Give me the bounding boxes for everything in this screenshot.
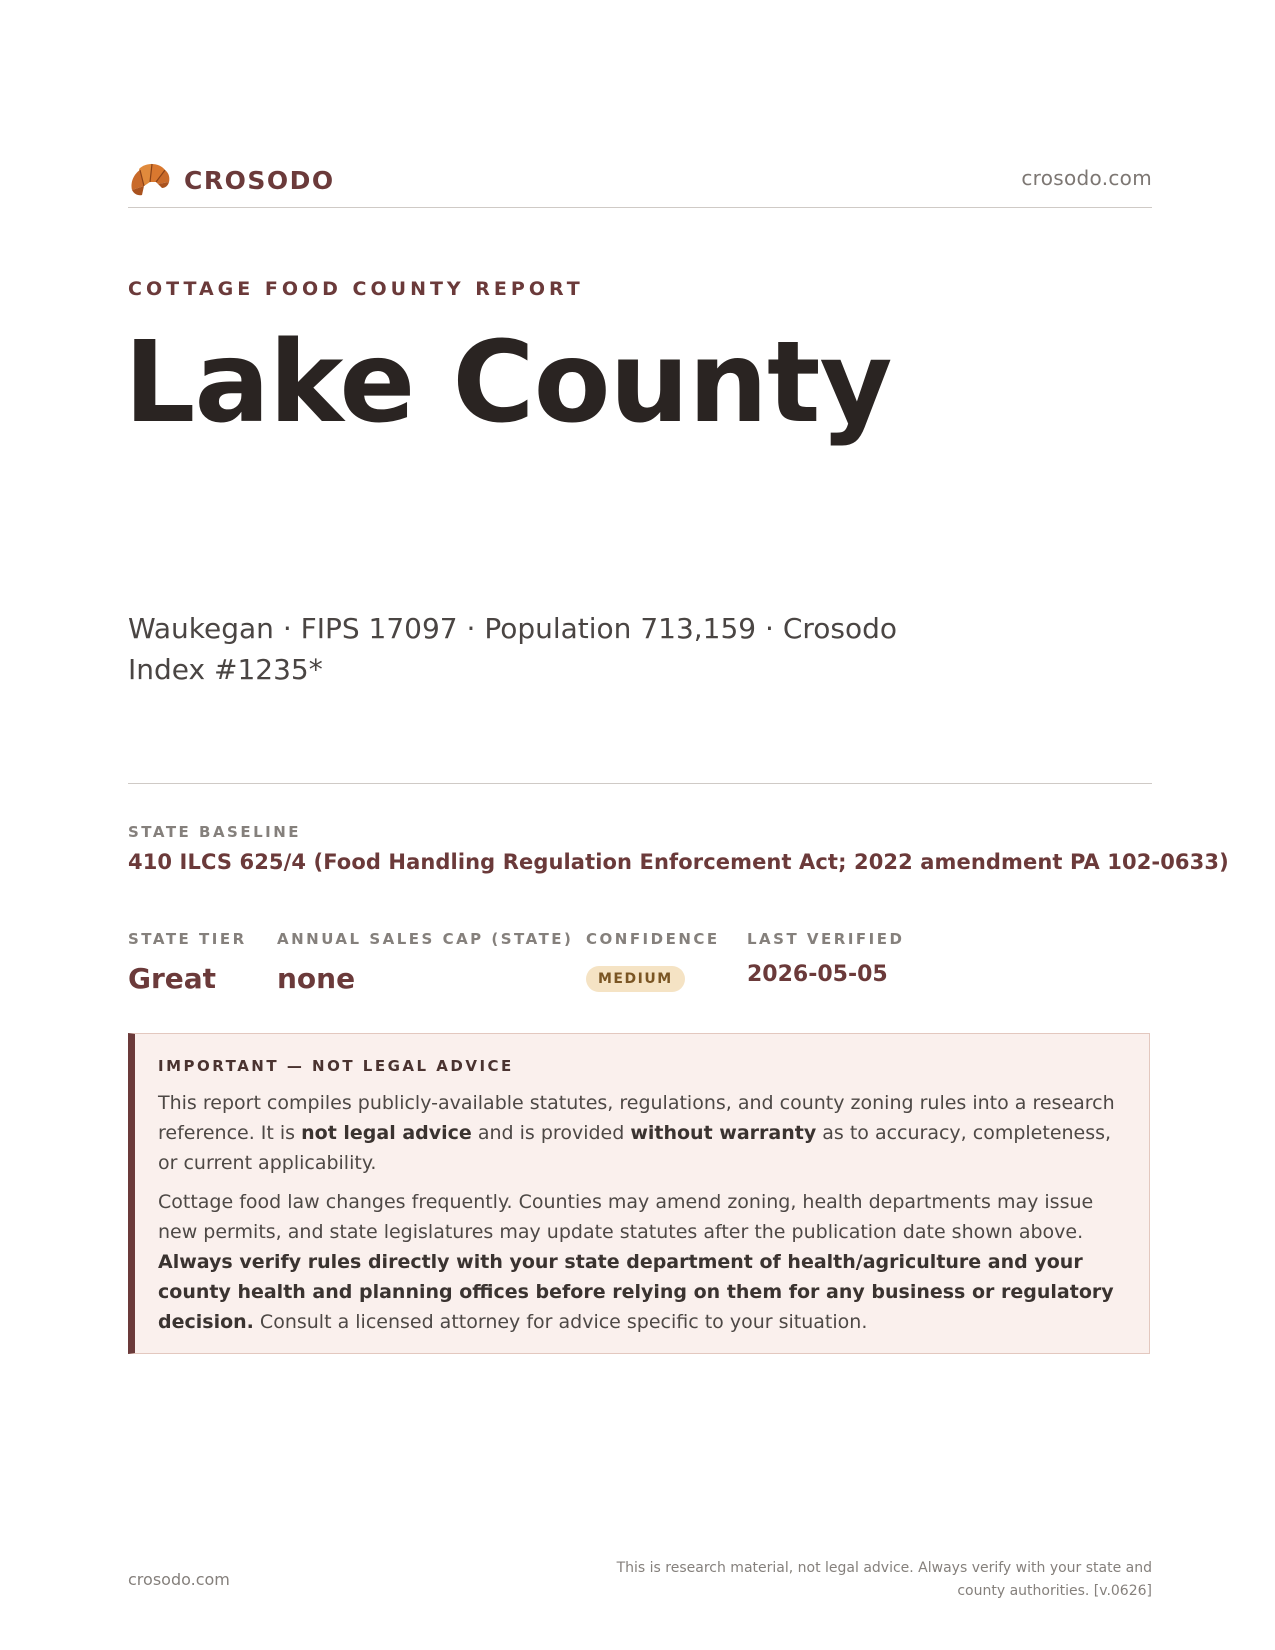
notice-paragraph-1 xyxy=(158,1088,1123,1178)
notice-p1-text: This report compiles publicly-available statutes, regulations, and county zoning rules into a research reference. It is xyxy=(158,1092,1115,1144)
notice-p1-emphasis-1: not legal advice xyxy=(301,1122,472,1144)
confidence-badge: MEDIUM xyxy=(586,966,685,992)
last-verified-value: 2026-05-05 xyxy=(747,962,888,987)
notice-p2-emphasis: Always verify rules directly with your state department of health/agriculture and your county health and planning offices before relying on them for any business or regulatory decision. xyxy=(158,1251,1114,1333)
header-url[interactable]: crosodo.com xyxy=(1021,166,1152,190)
page-header xyxy=(128,158,1152,204)
county-subtitle: Waukegan · FIPS 17097 · Population 713,159 · Crosodo Index #1235* xyxy=(128,612,898,686)
page-title: Lake County xyxy=(124,318,892,448)
footer-url[interactable]: crosodo.com xyxy=(128,1570,230,1589)
fact-state-tier xyxy=(128,930,247,995)
notice-p1-text-3: as to accuracy, completeness, or current applicability. xyxy=(158,1122,1112,1174)
fact-confidence xyxy=(586,930,720,992)
state-tier-label: STATE TIER xyxy=(128,930,247,948)
state-tier-value: Great xyxy=(128,962,217,995)
brand xyxy=(128,160,335,200)
brand-name: CROSODO xyxy=(184,165,335,195)
report-eyebrow: COTTAGE FOOD COUNTY REPORT xyxy=(128,278,584,300)
fact-sales-cap xyxy=(277,930,573,995)
notice-p1-text-2: and is provided xyxy=(471,1122,631,1144)
notice-p1-emphasis-2: without warranty xyxy=(630,1122,817,1144)
legal-notice xyxy=(128,1033,1150,1354)
notice-paragraph-2 xyxy=(158,1187,1123,1337)
sales-cap-value: none xyxy=(277,962,356,995)
header-divider xyxy=(128,207,1152,208)
confidence-label: CONFIDENCE xyxy=(586,930,720,948)
notice-p2-text-2: Consult a licensed attorney for advice specific to your situation. xyxy=(253,1311,868,1333)
notice-title: IMPORTANT — NOT LEGAL ADVICE xyxy=(158,1057,514,1075)
footer-disclaimer: This is research material, not legal advice. Always verify with your state and county authorities. [v.0626] xyxy=(616,1560,1152,1599)
croissant-icon xyxy=(128,160,172,200)
section-divider xyxy=(128,783,1152,784)
state-baseline-label: STATE BASELINE xyxy=(128,823,302,841)
report-page xyxy=(124,0,1229,1650)
last-verified-label: LAST VERIFIED xyxy=(747,930,905,948)
state-baseline-value: 410 ILCS 625/4 (Food Handling Regulation Enforcement Act; 2022 amendment PA 102-0633) xyxy=(128,850,1229,874)
notice-p2-text: Cottage food law changes frequently. Counties may amend zoning, health departments may issue new permits, and state legislatures may update statutes after the publication date shown above. xyxy=(158,1191,1094,1243)
facts-row xyxy=(128,930,1152,1000)
sales-cap-label: ANNUAL SALES CAP (STATE) xyxy=(277,930,574,948)
fact-last-verified xyxy=(747,930,904,987)
